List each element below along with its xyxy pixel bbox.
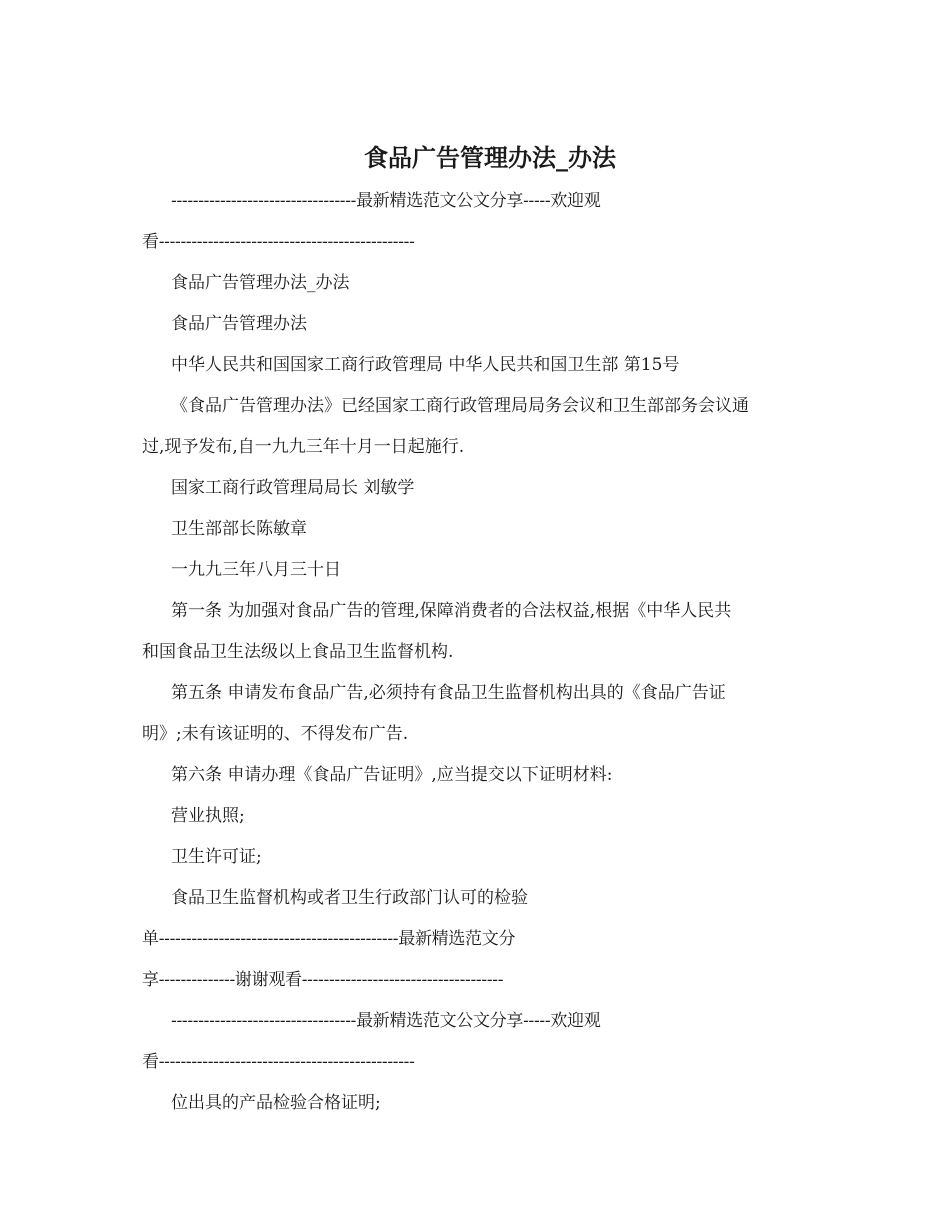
article-line: 第一条 为加强对食品广告的管理,保障消费者的合法权益,根据《中华人民共 (171, 601, 732, 621)
list-item: 卫生许可证; (171, 847, 262, 867)
list-item: 营业执照; (171, 806, 245, 826)
list-item: 位出具的产品检验合格证明; (171, 1093, 381, 1113)
paragraph-line: 《食品广告管理办法》已经国家工商行政管理局局务会议和卫生部部务会议通 (171, 396, 749, 416)
paragraph-line: 过,现予发布,自一九九三年十月一日起施行. (142, 437, 465, 457)
article-line: 第五条 申请发布食品广告,必须持有食品卫生监督机构出具的《食品广告证 (171, 683, 726, 703)
header-banner-line: ----------------------------------最新精选范文公文分享-----欢迎观 (171, 1011, 601, 1031)
list-item: 食品卫生监督机构或者卫生行政部门认可的检验 (171, 888, 528, 908)
document-title: 食品广告管理办法_办法 (364, 144, 616, 172)
header-banner-line: ----------------------------------最新精选范文公文分享-----欢迎观 (171, 191, 601, 211)
signatory-line: 卫生部部长陈敏章 (171, 519, 307, 539)
footer-banner-line: 享--------------谢谢观看------------------------------------- (142, 970, 504, 990)
date-line: 一九九三年八月三十日 (171, 560, 341, 580)
header-banner-line-cont: 看----------------------------------------------- (142, 232, 415, 252)
signatory-line: 国家工商行政管理局局长 刘敏学 (171, 478, 415, 498)
issuer-line: 中华人民共和国国家工商行政管理局 中华人民共和国卫生部 第15号 (171, 355, 680, 375)
article-line: 第六条 申请办理《食品广告证明》,应当提交以下证明材料: (171, 765, 613, 785)
doc-name: 食品广告管理办法 (171, 314, 307, 334)
header-banner-line-cont: 看----------------------------------------------- (142, 1052, 415, 1072)
article-line: 明》;未有该证明的、不得发布广告. (142, 724, 409, 744)
article-line: 和国食品卫生法级以上食品卫生监督机构. (142, 642, 454, 662)
doc-subtitle: 食品广告管理办法_办法 (171, 273, 350, 293)
footer-banner-line: 单--------------------------------------------最新精选范文分 (142, 929, 516, 949)
